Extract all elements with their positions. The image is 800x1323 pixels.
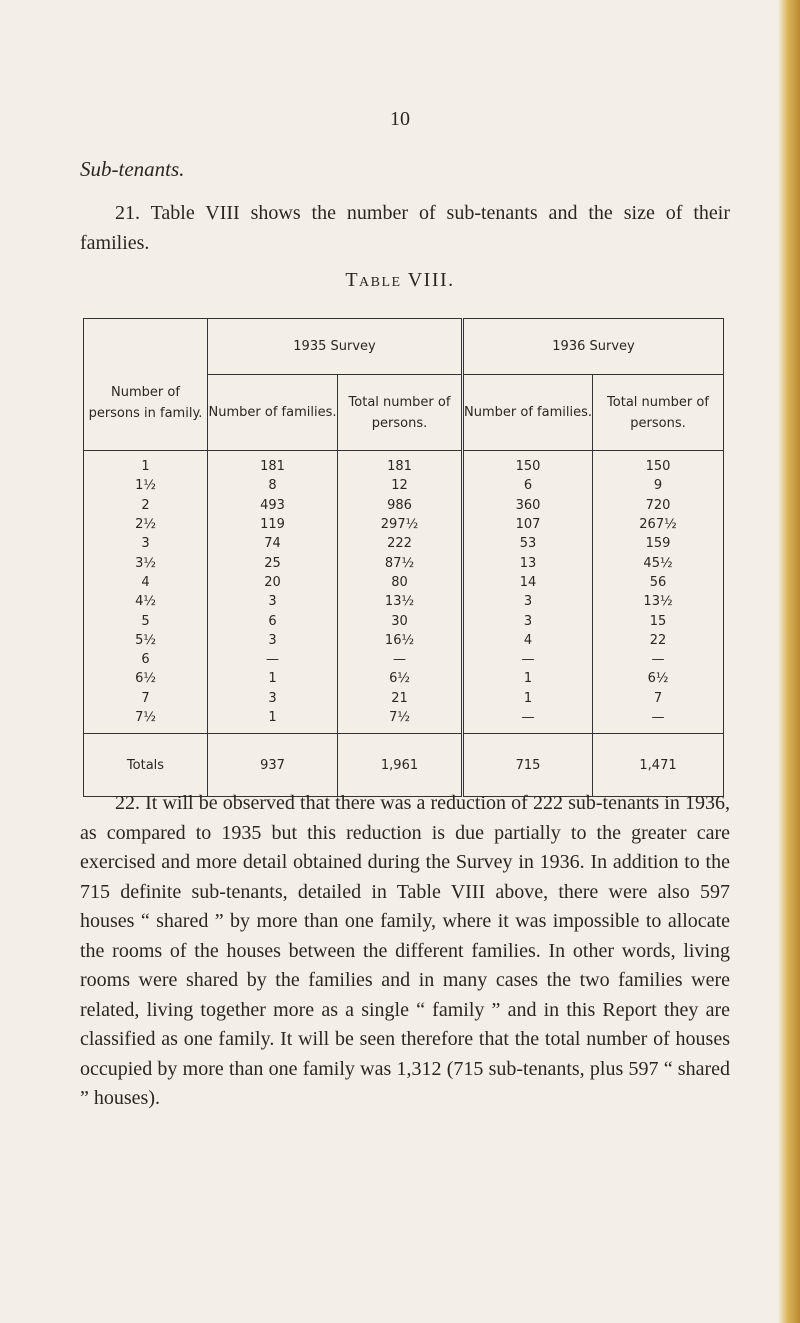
header-1935-persons: Total number of persons. xyxy=(338,375,463,451)
families-1935: 1 xyxy=(208,669,338,688)
families-1935: 6 xyxy=(208,611,338,630)
persons-1936: 15 xyxy=(593,611,724,630)
table-row xyxy=(84,496,724,515)
total-persons-1936: 1,471 xyxy=(593,734,724,797)
families-1935: 8 xyxy=(208,476,338,495)
families-1935: 119 xyxy=(208,515,338,534)
table-row xyxy=(84,708,724,734)
families-1936: 3 xyxy=(463,611,593,630)
family-size: 7½ xyxy=(84,708,208,734)
total-families-1935: 937 xyxy=(208,734,338,797)
families-1936: 150 xyxy=(463,451,593,477)
table-row xyxy=(84,515,724,534)
header-1936-survey: 1936 Survey xyxy=(463,319,724,375)
persons-1936: 6½ xyxy=(593,669,724,688)
persons-1935: — xyxy=(338,650,463,669)
families-1935: 3 xyxy=(208,592,338,611)
family-size: 5 xyxy=(84,611,208,630)
table-row xyxy=(84,611,724,630)
persons-1936: 45½ xyxy=(593,553,724,572)
persons-1936: 159 xyxy=(593,534,724,553)
paragraph-21 xyxy=(80,199,730,258)
families-1935: 493 xyxy=(208,496,338,515)
totals-label: Totals xyxy=(84,734,208,797)
families-1935: 25 xyxy=(208,553,338,572)
persons-1935: 21 xyxy=(338,689,463,708)
table-row xyxy=(84,669,724,688)
table-row xyxy=(84,631,724,650)
persons-1935: 87½ xyxy=(338,553,463,572)
families-1936: 53 xyxy=(463,534,593,553)
persons-1935: 12 xyxy=(338,476,463,495)
header-1936-persons: Total number of persons. xyxy=(593,375,724,451)
families-1935: — xyxy=(208,650,338,669)
family-size: 5½ xyxy=(84,631,208,650)
persons-1935: 181 xyxy=(338,451,463,477)
persons-1936: 22 xyxy=(593,631,724,650)
families-1935: 20 xyxy=(208,573,338,592)
families-1935: 1 xyxy=(208,708,338,734)
families-1936: 360 xyxy=(463,496,593,515)
paragraph-22 xyxy=(80,789,730,1114)
persons-1936: 267½ xyxy=(593,515,724,534)
family-size: 4½ xyxy=(84,592,208,611)
header-1935-survey: 1935 Survey xyxy=(208,319,463,375)
families-1935: 3 xyxy=(208,631,338,650)
persons-1936: 720 xyxy=(593,496,724,515)
families-1936: 4 xyxy=(463,631,593,650)
table-title: Table VIII. xyxy=(345,269,455,291)
totals-row xyxy=(84,734,724,797)
table-row xyxy=(84,476,724,495)
header-1935-families: Number of families. xyxy=(208,375,338,451)
families-1936: 107 xyxy=(463,515,593,534)
table-row xyxy=(84,534,724,553)
paragraph-22-text: 22. It will be observed that there was a reduction of 222 sub-tenants in 1936, as compared to 1935 but this reduction is due partially to the greater care exercised and more detail obtained during the Survey in 1936. In addition to the 715 definite sub-tenants, detailed in Table VIII above, there were also 597 houses “ shared ” by more than one family, where it was impossible to allocate the rooms of the houses between the different families. In other words, living rooms were shared by the families and in many cases the two families were related, living together more as a single “ family ” and in this Report they are classified as one family. It will be seen therefore that the total number of houses occupied by more than one family was 1,312 (715 sub-tenants, plus 597 “ shared ” houses). xyxy=(80,792,730,1109)
section-heading: Sub-tenants. xyxy=(80,157,185,181)
header-1936-families: Number of families. xyxy=(463,375,593,451)
families-1936: 13 xyxy=(463,553,593,572)
families-1936: 3 xyxy=(463,592,593,611)
family-size: 6 xyxy=(84,650,208,669)
family-size: 2½ xyxy=(84,515,208,534)
persons-1936: — xyxy=(593,708,724,734)
families-1935: 74 xyxy=(208,534,338,553)
persons-1936: 13½ xyxy=(593,592,724,611)
table-row xyxy=(84,573,724,592)
persons-1935: 30 xyxy=(338,611,463,630)
family-size: 1½ xyxy=(84,476,208,495)
header-persons-in-family: Number of persons in family. xyxy=(84,319,208,451)
family-size: 3 xyxy=(84,534,208,553)
family-size: 1 xyxy=(84,451,208,477)
families-1936: 14 xyxy=(463,573,593,592)
families-1936: 1 xyxy=(463,689,593,708)
persons-1936: 150 xyxy=(593,451,724,477)
page-number: 10 xyxy=(390,108,410,130)
table-row xyxy=(84,451,724,477)
persons-1935: 986 xyxy=(338,496,463,515)
families-1936: — xyxy=(463,650,593,669)
sub-tenants-table xyxy=(83,318,724,797)
family-size: 3½ xyxy=(84,553,208,572)
family-size: 7 xyxy=(84,689,208,708)
persons-1936: 56 xyxy=(593,573,724,592)
persons-1935: 16½ xyxy=(338,631,463,650)
persons-1935: 7½ xyxy=(338,708,463,734)
families-1936: — xyxy=(463,708,593,734)
persons-1935: 222 xyxy=(338,534,463,553)
table-row xyxy=(84,689,724,708)
persons-1936: 7 xyxy=(593,689,724,708)
persons-1935: 13½ xyxy=(338,592,463,611)
persons-1936: — xyxy=(593,650,724,669)
total-families-1936: 715 xyxy=(463,734,593,797)
family-size: 6½ xyxy=(84,669,208,688)
persons-1935: 6½ xyxy=(338,669,463,688)
families-1935: 3 xyxy=(208,689,338,708)
persons-1935: 80 xyxy=(338,573,463,592)
family-size: 2 xyxy=(84,496,208,515)
table-row xyxy=(84,553,724,572)
persons-1936: 9 xyxy=(593,476,724,495)
table-row xyxy=(84,592,724,611)
persons-1935: 297½ xyxy=(338,515,463,534)
table-row xyxy=(84,650,724,669)
families-1936: 1 xyxy=(463,669,593,688)
paragraph-21-text: 21. Table VIII shows the number of sub-tenants and the size of their families. xyxy=(80,202,730,254)
families-1935: 181 xyxy=(208,451,338,477)
families-1936: 6 xyxy=(463,476,593,495)
page-edge-shadow xyxy=(778,0,800,1323)
total-persons-1935: 1,961 xyxy=(338,734,463,797)
family-size: 4 xyxy=(84,573,208,592)
